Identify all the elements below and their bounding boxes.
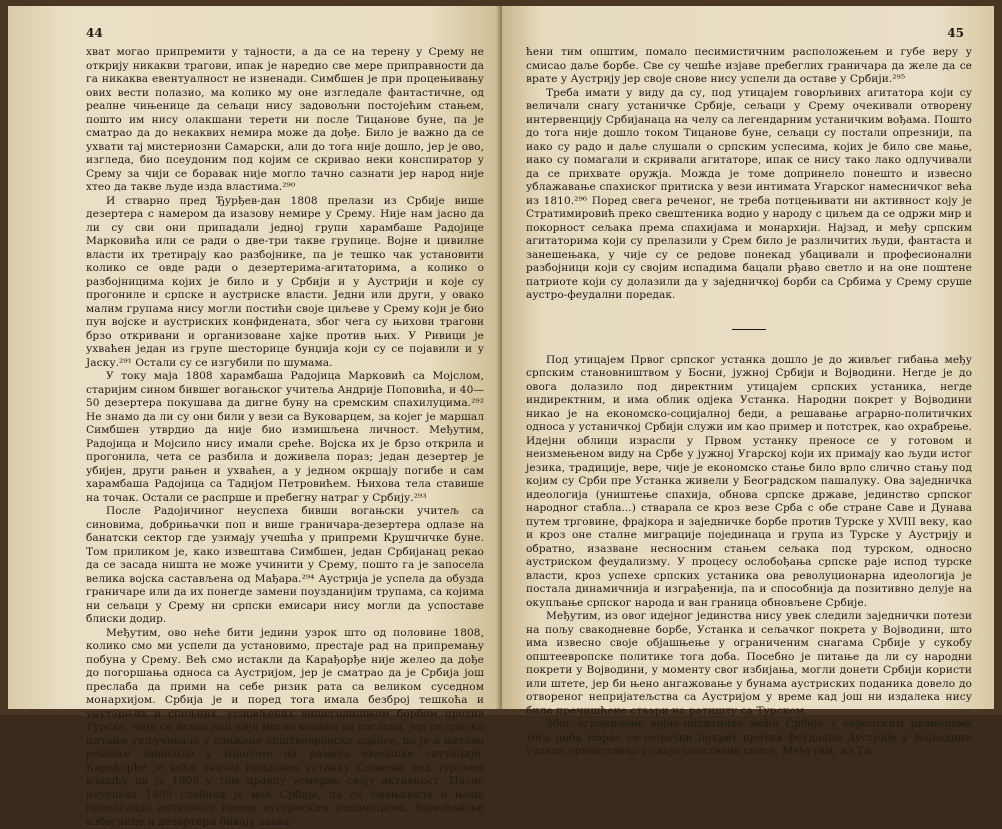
- paragraph: Под утицајем Првог српског устанка дошло је до живљег гибања међу српским становништвом у Босни, јужној Србији и Војводини. Негде је до овога долазило под директним утицајем српских устаника, негде индиректним, и има облик одјека Устанка. Народни покрет у Војводини никао је на економско-социјалној беди, а решавање аграрно-политичких односа у устаничкој Србији служи им као пример и потстрек, као охрабрење. Идејни облици израсли у Првом устанку преносе се у готовом и неизмењеном виду на Србе у јужној Угарској који их примају као људи истог језика, традиције, вере, чије је економско стање било врло слично стању под којим су Срби пре Устанка живели у Београдском пашалуку. Ова заједничка идеологија (уништење спахија, обнова српске државе, јединство српског народног стабла...) стварала се кроз везе Срба с обе стране Саве и Дунава путем трговине, фрајкора и заједничке борбе против Турске у XVIII веку, као и кроз оне сталне миграције појединаца и група из Турске у Аустрију и обратно, изазване несносним стањем сељака под турском, односно аустриском феудализму. У процесу ослобођања српске раје испод турске власти, кроз успехе српских устаника ова револуционарна идеологија је постала динамичнија и изграђенија, па и способнија да позитивно делује на окупљање српског народа и ван граница обновљене Србије.: [526, 354, 972, 611]
- right-page-body-bottom: [526, 354, 972, 759]
- paragraph: И стварно пред Ђурђев-дан 1808 прелази из Србије више дезертера с намером да изазову немире у Срему. Није нам јасно да ли су сви они припадали једној групи харамбаше Радојице Марковића или се ради о две-три такве групице. Војне и цивилне власти их третирају као разбојнике, па је тешко чак установити колико се овде ради о дезертерима-агитаторима, а колико о разбојницима којих је било и у Србији и у Аустрији и које су прогониле и српске и аустриске власти. Једни или други, у овако малим групама нису могли постићи своје циљеве у Срему који је био пун војске и аустриских конфидената, због чега су њихови трагови брзо откривани и организоване хајке против њих. У Ривици је ухваћен један из групе шесторице бунџија који су се појавили и у Јаску.²⁹¹ Остали су се изгубили по шумама.: [86, 195, 484, 371]
- paragraph: Због ограничене војно-политичке моћи Србије у европским размерама тога доба морао се сељачки покрет против феудалне Аустрије у Војводини уздати првенствено у своје сопствене снаге. Међутим, из Ти-: [526, 718, 972, 759]
- paragraph: хват могао припремити у тајности, а да се на терену у Срему не открију никакви трагови, ипак је наредио све мере приправности да га никаква евентуалност не изненади. Симбшен је при процењивању ових вести полазио, ма колико му оне изгледале фантастичне, од реалне чињенице да сељаци нису задовољни постојећим стањем, пошто им нису олакшани терети ни после Тицанове буне, па је сматрао да до некаквих немира може да дође. Било је важно да се ухвати тај мистериозни Самарски, али до тога није дошло, јер је ово, изгледа, био псеудоним под којим се скривао неки конспиратор у Срему за чији се боравак није могло тачно сазнати јер народ није хтео да такве људе изда властима.²⁹⁰: [86, 46, 484, 195]
- left-page: [8, 6, 502, 709]
- right-page-body-top: [526, 46, 972, 303]
- section-separator-rule: [732, 329, 766, 330]
- right-page: [502, 6, 994, 709]
- page-number-right: 45: [526, 26, 972, 40]
- paragraph: Међутим, из овог идејног јединства нису увек следили заједнички потези на пољу свакодневне борбе, Устанка и сељачког покрета у Војводини, што има извесно своје објашњење у ограниченим снагама Србије у сукобу општеевропске политике тога доба. Посебно је питање да ли су народни покрети у Војводини, у моменту свог избијања, могли донети Србији користи или штете, јер би њено ангажовање у бунама аустриских поданика довело до отвореног непријатељства са Аустријом у време кад још ни издалека нису биле пречишћене ствари на ратишту са Турском.: [526, 610, 972, 718]
- left-page-body: [86, 46, 484, 829]
- paragraph: После Радојичиног неуспеха бивши вогањски учитељ са синовима, добрињачки поп и више граничара-дезертера одлазе на банатски сектор где узимају учешћа у припреми Крушчичке буне. Том приликом је, како извештава Симбшен, један Србијанац рекао да се засада ништа не може учинити у Срему, пошто га је запосела велика војска састављена од Мађара.²⁹⁴ Аустрија је успела да обузда граничаре или да их понегде замени поузданијим трупама, са којима ни сељаци у Срему ни српски емисари нису могли да успоставе блиски додир.: [86, 505, 484, 627]
- paragraph: У току маја 1808 харамбаша Радојица Марковић са Мојслом, старијим сином бившег вогањског учитеља Андрије Поповића, и 40—50 дезертера покушава да дигне буну на сремским спахилуцима.²⁹² Не знамо да ли су они били у вези са Вуковарцем, за којег је маршал Симбшен утврдио да није био измишљена личност. Међутим, Радојица и Мојсило нису имали среће. Војска их је брзо открила и прогонила, чета се разбила и доживела пораз; један дезертер је убијен, други рањен и ухваћен, а у једном окршају погибе и сам харамбаша Радојица са Тадијом Петровићем. Њихова тела ставише на точак. Остали се распрше и пребегну натраг у Србију.²⁹³: [86, 370, 484, 505]
- page-number-left: 44: [86, 26, 484, 40]
- paragraph: Међутим, ово неће бити једини узрок што од половине 1808, колико смо ми успели да установимо, престаје рад на припремању побуна у Срему. Већ смо истакли да Карађорђе није желео да дође до погоршања односа са Аустријом, јер је сматрао да је Србија још преслаба да прими на себе ризик рата са великом суседном монархијом. Србија је и поред тога имала безброј тешкоћа и унутарњих и спољних, условљених вишегодишњом борбом против Турске, чији се исход још није могао конано да сагледа, јер се српско питање укључивало у сложене општеевропске односе, па је и његово решење зависило у многоме од развоја европске ситуације. Карађорђе је већи значај придавао устанку Славена под турском влашћу па је 1809 у том правцу усмерио своју активност. После неуспеха 1809 слабила је моћ Србије, па се смањивала и њена пропаганда активност према аустриским поданицима. Војвођанске избеглице и дезертери бивају захва-: [86, 627, 484, 829]
- paragraph: ћени тим општим, помало песимистичним расположењем и губе веру у смисао даље борбе. Све су чешће изјаве пребеглих граничара да желе да се врате у Аустрију јер своје снове нису успели да оставе у Србији.²⁹⁵: [526, 46, 972, 87]
- paragraph: Треба имати у виду да су, под утицајем говорљивих агитатора који су величали снагу устаничке Србије, сељаци у Срему очекивали отворену интервенцију Србијанаца на челу са легендарним устаничким вођама. Пошто до тога није дошло током Тицанове буне, сељаци су постали опрезнији, па иако су радо и даље слушали о српским успесима, којих је било све мање, иако су помагали и скривали агитаторе, ипак се нису тако лако одлучивали да се прихвате оружја. Можда је томе допринело понешто и извесно ублажавање спахиског притиска у вези интимата Угарског намесничког већа из 1810.²⁹⁶ Поред свега реченог, не треба потцењивати ни активност коју је Стратимировић преко свештеника водио у народу с циљем да се одржи мир и покорност сељака према спахијама и монархији. Најзад, и међу српским агитаторима који су прелазили у Срем било је различитих људи, фантаста и занешењака, у чије су се редове понекад убацивали и професионални разбојници који су својим испадима бацали рђаво светло и на оне поштене патриоте који су долазили да у заједничкој борби са Србима у Срему сруше аустро-феудални поредак.: [526, 87, 972, 303]
